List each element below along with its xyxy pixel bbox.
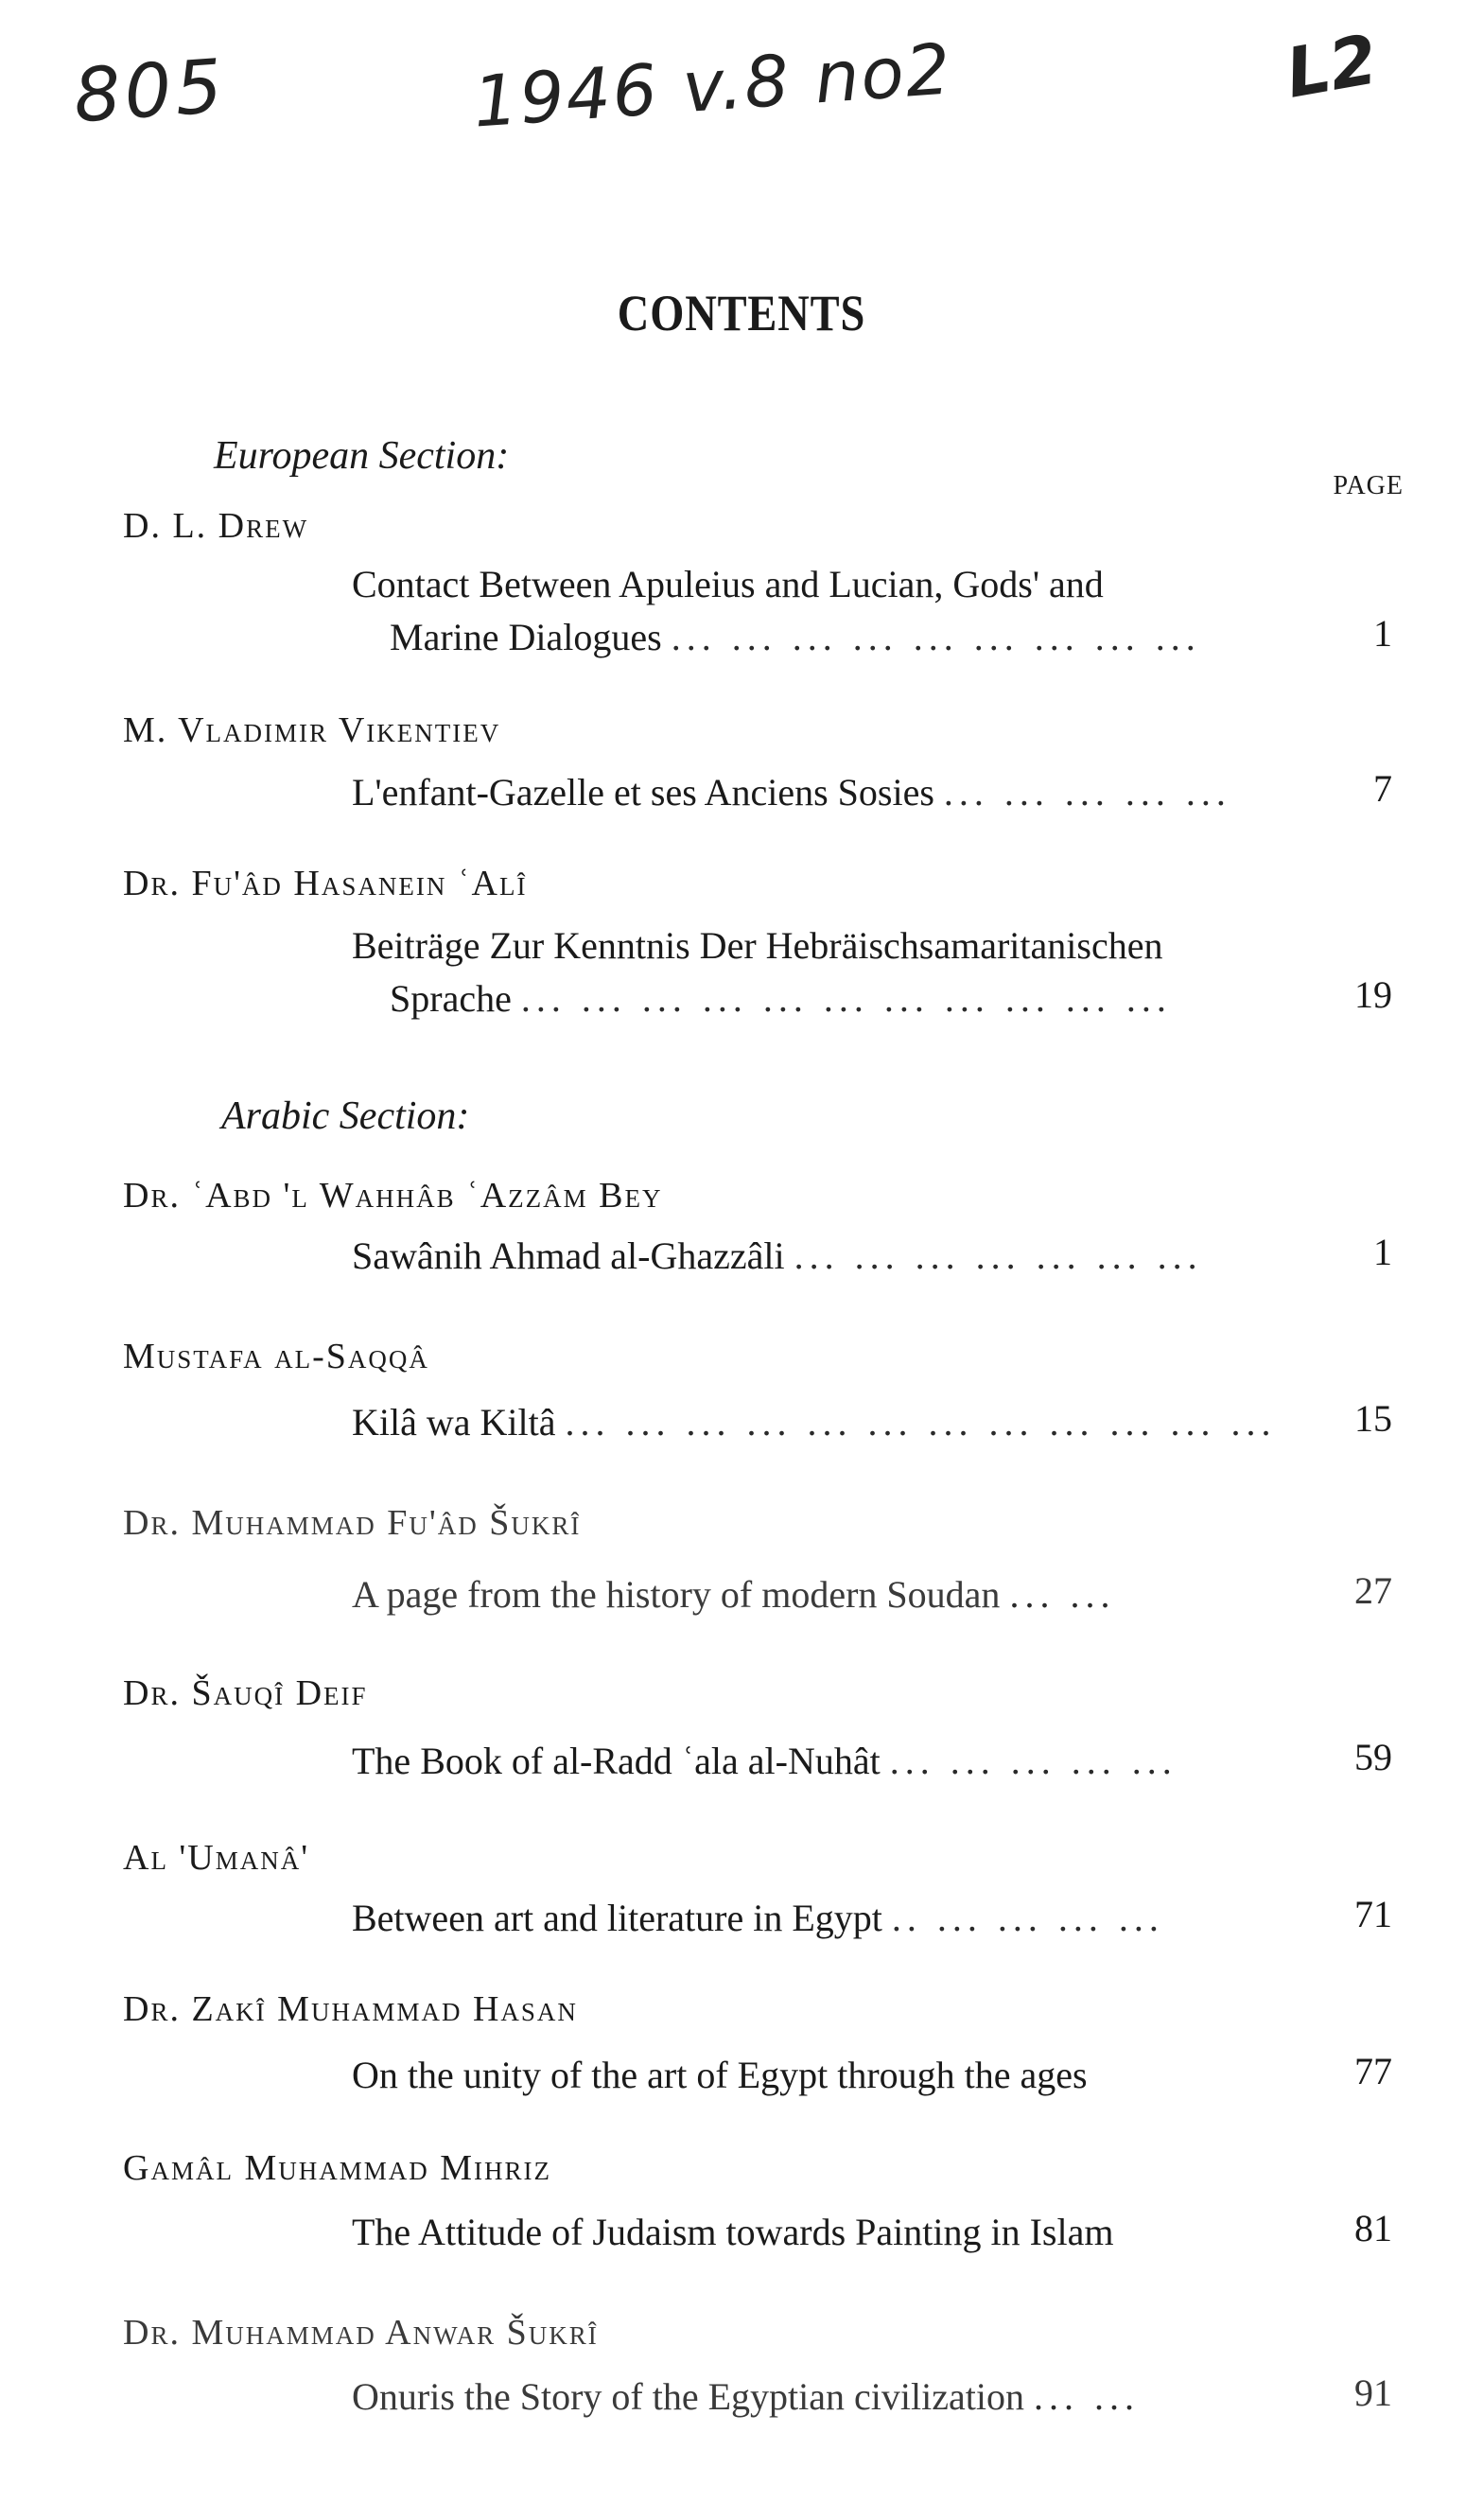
dot-leaders: ... ... ... ... ... <box>943 771 1231 814</box>
dot-leaders: ... ... ... ... ... ... ... ... ... ... ... ... <box>565 1401 1277 1444</box>
entry-title <box>352 766 1309 819</box>
entry-author: Gamâl Muhammad Mihriz <box>123 2148 552 2188</box>
entry-page-number: 59 <box>1354 1736 1392 1778</box>
entry-author: Dr. Fu'âd Hasanein ʿAlî <box>123 864 528 903</box>
entry-title-line1: The Attitude of Judaism towards Painting in Islam <box>352 2211 1114 2253</box>
page-column-label: PAGE <box>1333 471 1404 500</box>
european-section-heading: European Section: <box>214 434 510 478</box>
entry-author: Mustafa al-Saqqâ <box>123 1337 429 1376</box>
entry-title <box>352 1568 1309 1621</box>
handwritten-call-number: 805 <box>71 44 229 140</box>
entry-title <box>352 2049 1309 2102</box>
entry-title-line1: Sawânih Ahmad al-Ghazzâli <box>352 1234 785 1277</box>
entry-title <box>352 1735 1309 1788</box>
dot-leaders: ... ... <box>1009 1573 1116 1616</box>
entry-author: Dr. Muhammad Anwar Šukrî <box>123 2313 599 2353</box>
entry-title-line2: Marine Dialogues <box>390 616 662 658</box>
entry-page-number: 81 <box>1354 2207 1392 2249</box>
entry-title <box>352 1396 1309 1449</box>
entry-title <box>352 919 1309 1025</box>
arabic-section-heading: Arabic Section: <box>221 1094 470 1138</box>
entry-title-line1: Onuris the Story of the Egyptian civilization <box>352 2375 1024 2418</box>
dot-leaders: ... ... ... ... ... ... ... <box>794 1234 1203 1277</box>
entry-page-number: 1 <box>1373 612 1392 655</box>
entry-author: M. Vladimir Vikentiev <box>123 710 501 750</box>
entry-page-number: 71 <box>1354 1893 1392 1935</box>
entry-title-line1: Kilâ wa Kiltâ <box>352 1401 556 1444</box>
entry-page-number: 15 <box>1354 1397 1392 1440</box>
entry-page-number: 19 <box>1354 973 1392 1016</box>
entry-page-number: 7 <box>1373 767 1392 810</box>
dot-leaders: .. ... ... ... ... <box>891 1897 1164 1939</box>
entry-author: Dr. Šauqî Deif <box>123 1673 368 1713</box>
entry-title <box>352 2371 1309 2424</box>
handwritten-shelf-mark: L2 <box>1280 19 1384 114</box>
dot-leaders: ... ... <box>1033 2375 1140 2418</box>
entry-page-number: 27 <box>1354 1569 1392 1612</box>
entry-title <box>352 1892 1309 1945</box>
entry-title-line1: Contact Between Apuleius and Lucian, Gods' and <box>352 563 1104 605</box>
dot-leaders: ... ... ... ... ... ... ... ... ... ... ... <box>520 977 1172 1020</box>
entry-title-line1: The Book of al-Radd ʿala al-Nuhât <box>352 1740 881 1782</box>
handwritten-volume-note: 1946 v.8 no2 <box>470 28 955 144</box>
entry-title <box>352 2206 1309 2259</box>
entry-title-line1: A page from the history of modern Soudan <box>352 1573 1001 1616</box>
entry-title-line1: Beiträge Zur Kenntnis Der Hebräischsamaritanischen <box>352 924 1163 967</box>
entry-title-line2: Sprache <box>390 977 512 1020</box>
page-title: CONTENTS <box>617 285 866 341</box>
entry-page-number: 1 <box>1373 1231 1392 1273</box>
entry-author: Al 'Umanâ' <box>123 1838 310 1878</box>
entry-title-line1: L'enfant-Gazelle et ses Anciens Sosies <box>352 771 934 814</box>
entry-page-number: 91 <box>1354 2371 1392 2414</box>
dot-leaders: ... ... ... ... ... <box>889 1740 1178 1782</box>
entry-author: Dr. Zakî Muhammad Hasan <box>123 1989 578 2029</box>
dot-leaders: ... ... ... ... ... ... ... ... ... <box>671 616 1201 658</box>
entry-author: Dr. ʿAbd 'l Wahhâb ʿAzzâm Bey <box>123 1176 663 1216</box>
entry-title-line1: On the unity of the art of Egypt through the ages <box>352 2054 1088 2096</box>
entry-page-number: 77 <box>1354 2050 1392 2092</box>
entry-author: D. L. Drew <box>123 506 309 546</box>
entry-author: Dr. Muhammad Fu'âd Šukrî <box>123 1503 582 1543</box>
entry-title <box>352 1230 1309 1283</box>
entry-title-line1: Between art and literature in Egypt <box>352 1897 882 1939</box>
entry-title <box>352 558 1309 664</box>
